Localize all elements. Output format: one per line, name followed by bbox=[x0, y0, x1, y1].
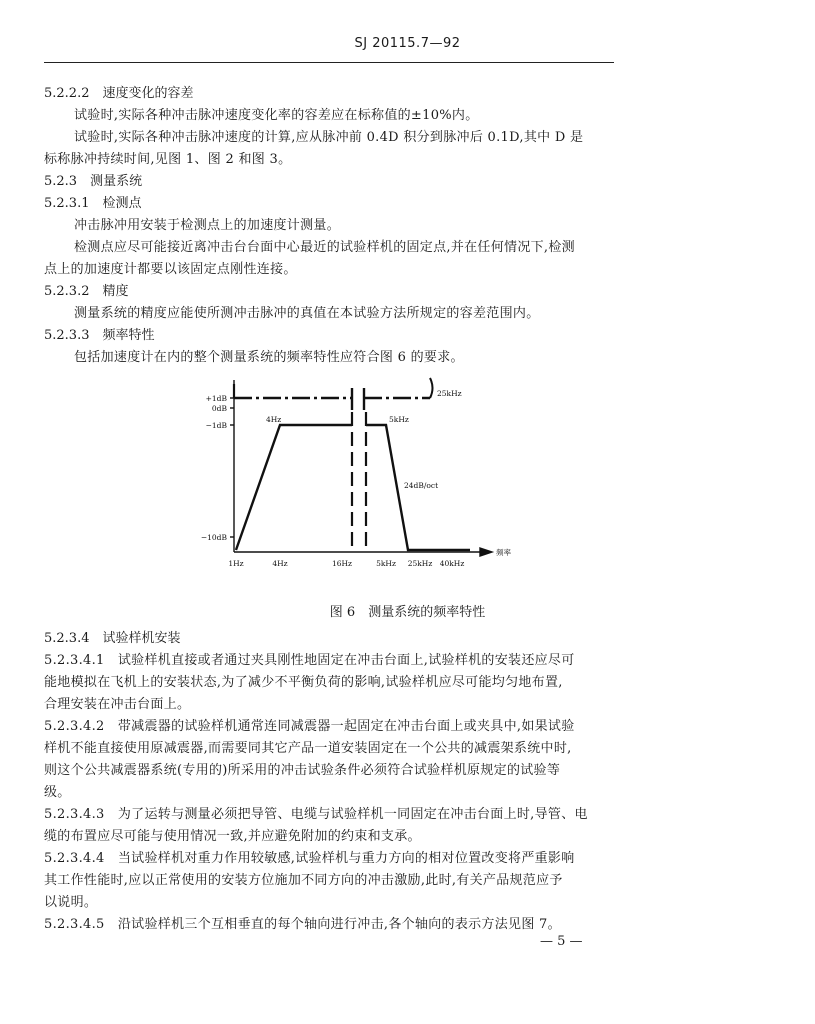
paragraph-line: 其工作性能时,应以正常使用的安装方位施加不同方向的冲击激励,此时,有关产品规范应予 bbox=[44, 873, 563, 888]
paragraph-line: 能地模拟在飞机上的安装状态,为了减少不平衡负荷的影响,试验样机应尽可能均匀地布置, bbox=[44, 675, 563, 690]
paragraph-line: 则这个公共减震器系统(专用的)所采用的冲击试验条件必须符合试验样机原规定的试验等 bbox=[44, 763, 561, 778]
header-rule bbox=[44, 62, 614, 63]
x-label-16hz: 16Hz bbox=[331, 559, 353, 568]
annotation-25khz: 25kHz bbox=[437, 389, 462, 398]
frequency-response-figure bbox=[180, 372, 520, 582]
annotation-slope: 24dB/oct bbox=[404, 481, 439, 490]
lower-limit-left bbox=[236, 425, 352, 550]
paragraph-line: 级。 bbox=[44, 785, 71, 800]
paragraph-line: 5.2.3.4.1 试验样机直接或者通过夹具刚性地固定在冲击台面上,试验样机的安装还应尽可 bbox=[44, 653, 575, 668]
paragraph-line: 包括加速度计在内的整个测量系统的频率特性应符合图 6 的要求。 bbox=[74, 350, 464, 365]
y-label-minus10db: −10dB bbox=[200, 533, 227, 542]
paragraph-line: 试验时,实际各种冲击脉冲速度的计算,应从脉冲前 0.4D 积分到脉冲后 0.1D,其中 D 是 bbox=[74, 130, 584, 145]
x-label-40khz: 40kHz bbox=[439, 559, 465, 568]
paragraph-line: 5.2.3.4.5 沿试验样机三个互相垂直的每个轴向进行冲击,各个轴向的表示方法见图 7。 bbox=[44, 917, 561, 932]
paragraph-line: 5.2.3.4.3 为了运转与测量必须把导管、电缆与试验样机一同固定在冲击台面上时,导管、电 bbox=[44, 807, 588, 822]
paragraph-line: 样机不能直接使用原减震器,而需要同其它产品一道安装固定在一个公共的减震架系统中时, bbox=[44, 741, 572, 756]
paragraph-line: 合理安装在冲击台面上。 bbox=[44, 697, 191, 712]
paragraph-line: 冲击脉冲用安装于检测点上的加速度计测量。 bbox=[74, 218, 341, 233]
section-5-2-3-heading: 5.2.3 测量系统 bbox=[44, 174, 143, 189]
section-5-2-3-4-heading: 5.2.3.4 试验样机安装 bbox=[44, 631, 181, 646]
paragraph-line: 以说明。 bbox=[44, 895, 98, 910]
section-5-2-3-2-heading: 5.2.3.2 精度 bbox=[44, 284, 129, 299]
paragraph-line: 5.2.3.4.2 带减震器的试验样机通常连同减震器一起固定在冲击台面上或夹具中,如果试验 bbox=[44, 719, 575, 734]
x-label-5khz: 5kHz bbox=[376, 559, 396, 568]
x-axis-label: 频率 bbox=[496, 548, 511, 557]
upper-limit-right-end bbox=[430, 378, 433, 398]
x-label-4hz: 4Hz bbox=[272, 559, 288, 568]
x-label-1hz: 1Hz bbox=[228, 559, 244, 568]
figure-caption: 图 6 测量系统的频率特性 bbox=[329, 605, 486, 620]
paragraph-line: 缆的布置应尽可能与使用情况一致,并应避免附加的约束和支承。 bbox=[44, 829, 421, 844]
y-label-plus1db: +1dB bbox=[205, 394, 227, 403]
paragraph-line: 试验时,实际各种冲击脉冲速度变化率的容差应在标称值的±10%内。 bbox=[74, 108, 479, 123]
paragraph-line: 点上的加速度计都要以该固定点刚性连接。 bbox=[44, 262, 297, 277]
paragraph-line: 标称脉冲持续时间,见图 1、图 2 和图 3。 bbox=[44, 152, 292, 167]
section-5-2-3-3-heading: 5.2.3.3 频率特性 bbox=[44, 328, 155, 343]
paragraph-line: 测量系统的精度应能使所测冲击脉冲的真值在本试验方法所规定的容差范围内。 bbox=[74, 306, 540, 321]
y-label-minus1db: −1dB bbox=[205, 421, 227, 430]
section-5-2-3-1-heading: 5.2.3.1 检测点 bbox=[44, 196, 142, 211]
section-5-2-2-2-heading: 5.2.2.2 速度变化的容差 bbox=[44, 86, 194, 101]
document-header: SJ 20115.7—92 bbox=[354, 36, 461, 51]
paragraph-line: 5.2.3.4.4 当试验样机对重力作用较敏感,试验样机与重力方向的相对位置改变将严重影响 bbox=[44, 851, 575, 866]
y-label-0db: 0dB bbox=[211, 404, 227, 413]
annotation-5khz: 5kHz bbox=[389, 415, 409, 424]
annotation-4hz: 4Hz bbox=[266, 415, 282, 424]
paragraph-line: 检测点应尽可能接近离冲击台台面中心最近的试验样机的固定点,并在任何情况下,检测 bbox=[74, 240, 575, 255]
page-number: — 5 — bbox=[540, 934, 583, 949]
x-label-25khz: 25kHz bbox=[407, 559, 433, 568]
x-axis-arrow bbox=[480, 548, 492, 556]
